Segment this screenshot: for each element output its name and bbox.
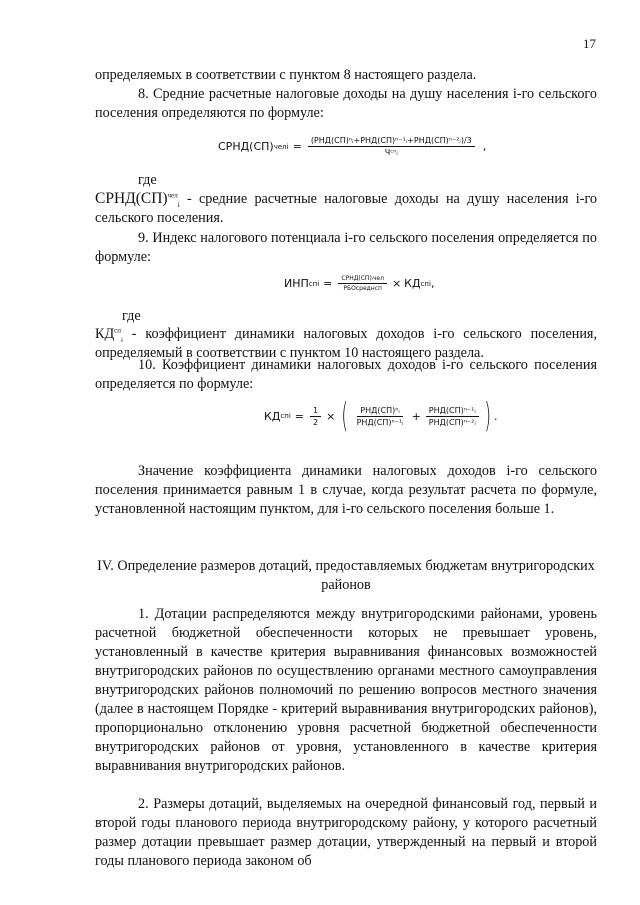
- paragraph-section-item-1: 1. Дотации распределяются между внутригородскими районами, уровень расчетной бюджетной обеспеченности которых не превышает уровень, установленный в качестве критерия выравнивания финансовых возможностей внутригородских районов по осуществлению органами местного самоуправления внутригородских районов полномочий по решению вопросов местного значения (далее в настоящем Порядке - критерий выравнивания внутригородских районов), пропорционально отклонению уровня расчетной бюджетной обеспеченности внутригородских районов от уровня, установленного в качестве критерия выравнивания внутригородских районов.: [95, 606, 597, 774]
- definition-srnd-text: - средние расчетные налоговые доходы на душу населения i-го сельского поселения.: [95, 191, 597, 226]
- paragraph-item-8: 8. Средние расчетные налоговые доходы на душу населения i-го сельского поселения определяются по формуле:: [95, 86, 597, 121]
- definition-srnd-symbol: СРНД(СП): [95, 190, 168, 207]
- formula-kd-frac-b-num: РНД(СП)ⁿ⁻¹ᵢ: [426, 406, 479, 417]
- formula-srnd-fraction: [308, 136, 475, 157]
- where-label-1: где: [138, 172, 157, 188]
- formula-inp-comma: ,: [430, 277, 435, 290]
- formula-kd-frac-a-den: РНД(СП)ⁿ⁻¹ᵢ: [356, 417, 404, 427]
- formula-kd-frac-b: [426, 406, 479, 427]
- formula-kd-plus: +: [411, 409, 421, 423]
- formula-srnd-lhs: СРНД(СП): [218, 140, 274, 153]
- paragraph-kd-value: Значение коэффициента динамики налоговых доходов i-го сельского поселения принимается равным 1 в случае, когда результат расчета по формуле, установленной настоящим пунктом, для i-го сельского поселения больше 1.: [95, 463, 597, 517]
- formula-kd-half-num: 1: [310, 406, 321, 417]
- formula-inp-denominator: РБОсреднсп: [343, 285, 382, 292]
- formula-kd-frac-a: [354, 406, 407, 427]
- formula-kd-period: .: [494, 409, 498, 423]
- formula-srnd-denominator: Чᶜⁿᵢ: [384, 148, 398, 157]
- formula-kd-lhs: КД: [264, 409, 281, 423]
- definition-kd-sup: сп: [114, 326, 122, 335]
- page-number: 17: [583, 36, 596, 51]
- formula-kd-frac-a-num: РНД(СП)ⁿᵢ: [357, 406, 403, 417]
- definition-kd-text: - коэффициент динамики налоговых доходов i-го сельского поселения, определяемый в соответствии с пунктом 10 настоящего раздела.: [95, 326, 598, 361]
- formula-kd-half: [310, 406, 321, 427]
- definition-kd-symbol: КД: [95, 326, 115, 342]
- paragraph-item-10: 10. Коэффициент динамики налоговых доходов i-го сельского поселения определяется по формуле:: [95, 357, 597, 392]
- formula-kd-lparen: (: [341, 396, 349, 436]
- formula-inp: ИНП сп i = $\frac{\text{СРНД(СП)ᵢчел}}{\text{РБОсреднсп}}$ × КД сп i ,: [284, 275, 435, 292]
- formula-inp-times: ×: [391, 277, 402, 290]
- formula-srnd-comma: ,: [482, 140, 487, 153]
- formula-inp-kd: КД: [404, 277, 421, 290]
- paragraph-continuation: определяемых в соответствии с пунктом 8 настоящего раздела.: [95, 67, 477, 83]
- formula-kd-times: ×: [326, 409, 336, 423]
- section-heading: IV. Определение размеров дотаций, предоставляемых бюджетам внутригородских районов: [97, 558, 595, 593]
- definition-srnd-sub: i: [177, 200, 180, 209]
- paragraph-item-9: 9. Индекс налогового потенциала i-го сельского поселения определяется по формуле:: [95, 230, 597, 265]
- formula-kd-half-den: 2: [313, 417, 319, 427]
- formula-inp-eq: =: [323, 277, 333, 290]
- paragraph-section-item-2: 2. Размеры дотаций, выделяемых на очередной финансовый год, первый и второй годы планового периода внутригородскому району, у которого расчетный размер дотации превышает размер дотации, утвержденный на первый и второй годы планового периода законом об: [95, 796, 597, 869]
- formula-srnd-eq: =: [292, 140, 302, 153]
- formula-inp-numerator: СРНД(СП)ᵢчел: [338, 275, 387, 284]
- formula-inp-lhs: ИНП: [284, 277, 309, 290]
- where-label-2: где: [122, 308, 141, 324]
- formula-kd: КД сп i = $\frac{1}{2}$ × ( $\frac{\text{РНД(СП)ⁿᵢ}}{\text{РНД(СП)ⁿ⁻¹ᵢ}}$ + $\frac{\text{РНД(СП)ⁿ⁻¹ᵢ}}{\text{РНД(СП)ⁿ⁻²ᵢ}}$ ) .: [264, 396, 498, 436]
- formula-kd-frac-b-den: РНД(СП)ⁿ⁻²ᵢ: [428, 417, 476, 427]
- definition-srnd-sup: чел: [167, 191, 178, 200]
- formula-srnd-numerator: (РНД(СП)ⁿᵢ+РНД(СП)ⁿ⁻¹ᵢ+РНД(СП)ⁿ⁻²ᵢ)/3: [308, 136, 475, 147]
- formula-kd-rparen: ): [484, 396, 491, 436]
- formula-kd-eq: =: [294, 409, 305, 423]
- definition-kd-sub: i: [121, 335, 123, 344]
- definition-srnd: [95, 189, 597, 228]
- formula-srnd: СРНД(СП) чел i = $\frac{\text{(РНД(СП)ⁿᵢ+РНД(СП)ⁿ⁻¹ᵢ+РНД(СП)ⁿ⁻²ᵢ)/3}}{\text{Чᶜⁿᵢ}}$ ,: [218, 136, 487, 157]
- formula-inp-fraction: [338, 275, 387, 292]
